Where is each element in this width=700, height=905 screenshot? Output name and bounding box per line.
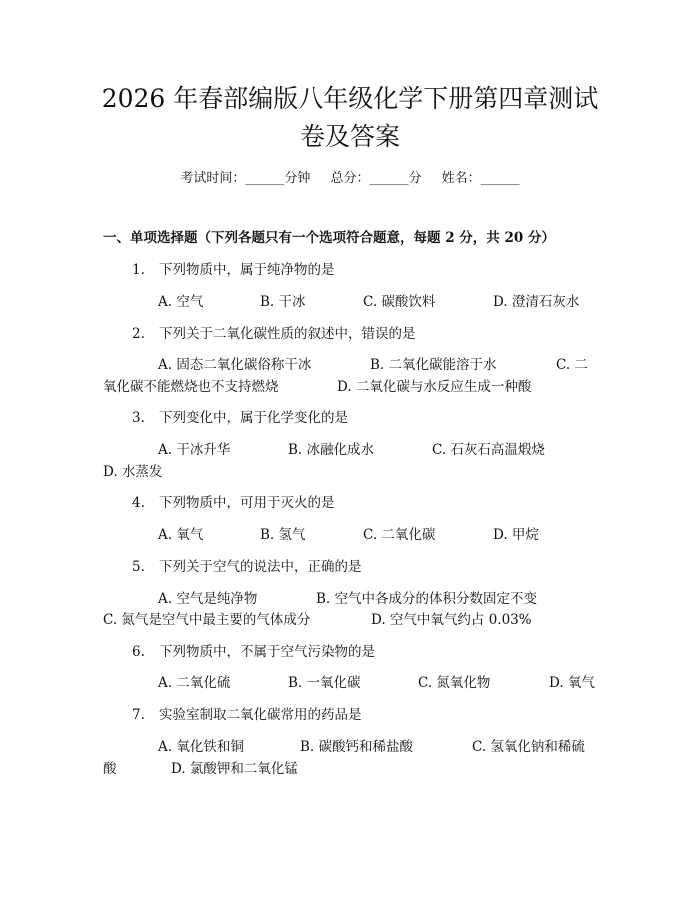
question-number: 3.: [132, 410, 145, 426]
option-d: D. 澄清石灰水: [493, 294, 580, 310]
option-c-start: C. 二: [556, 357, 588, 373]
option-c-start: C. 氢氧化钠和稀硫: [472, 739, 585, 755]
option-a: A. 氧气: [158, 527, 204, 543]
question-number: 4.: [132, 495, 145, 511]
title-line-1: 2026 年春部编版八年级化学下册第四章测试: [101, 84, 599, 113]
option-c: C. 氮氧化物: [418, 675, 491, 691]
question-stem: 下列物质中，可用于灭火的是: [159, 495, 335, 511]
exam-time: 考试时间：______分钟: [180, 171, 311, 186]
question-stem: 下列变化中，属于化学变化的是: [159, 410, 348, 426]
option-c: C. 氮气是空气中最主要的气体成分: [103, 612, 311, 628]
option-c: C. 二氧化碳: [363, 527, 436, 543]
option-a: A. 固态二氧化碳俗称干冰: [158, 357, 312, 373]
student-name: 姓名：______: [441, 171, 520, 186]
option-a: A. 空气是纯净物: [158, 591, 258, 607]
question-stem: 下列关于二氧化碳性质的叙述中，错误的是: [159, 326, 416, 342]
option-c-cont: 酸: [103, 761, 117, 777]
option-b: B. 干冰: [260, 294, 306, 310]
question-stem: 下列物质中，不属于空气污染物的是: [159, 644, 375, 660]
question-stem: 下列物质中，属于纯净物的是: [159, 262, 335, 278]
question-number: 6.: [132, 644, 145, 660]
option-a: A. 氧化铁和铜: [158, 739, 244, 755]
question-number: 2.: [132, 326, 145, 342]
question-5: [132, 557, 362, 577]
question-6: [132, 642, 375, 662]
question-stem: 实验室制取二氧化碳常用的药品是: [159, 707, 362, 723]
option-b: B. 空气中各成分的体积分数固定不变: [316, 591, 538, 607]
question-number: 5.: [132, 559, 145, 575]
option-a: A. 二氧化硫: [158, 675, 231, 691]
question-7: [132, 705, 362, 725]
title-line-2: 卷及答案: [299, 122, 400, 151]
option-c-cont: 氧化碳不能燃烧也不支持燃烧: [103, 379, 279, 395]
option-c: C. 石灰石高温煅烧: [432, 442, 545, 458]
question-1: [132, 260, 335, 280]
option-a: A. 空气: [158, 294, 204, 310]
option-c: C. 碳酸饮料: [363, 294, 436, 310]
total-score: 总分：______分: [330, 171, 422, 186]
option-b: B. 氢气: [260, 527, 306, 543]
option-d: D. 氧气: [549, 675, 595, 691]
question-3: [132, 408, 348, 428]
question-number: 1.: [132, 262, 145, 278]
option-b: B. 冰融化成水: [288, 442, 375, 458]
section-heading: 一、单项选择题（下列各题只有一个选项符合题意，每题 2 分，共 20 分）: [103, 230, 555, 246]
exam-meta: [0, 170, 700, 188]
option-d: D. 甲烷: [493, 527, 539, 543]
document-title: [60, 80, 640, 156]
option-b: B. 一氧化碳: [288, 675, 361, 691]
question-4: [132, 493, 335, 513]
option-b: B. 二氧化碳能溶于水: [370, 357, 497, 373]
question-number: 7.: [132, 707, 145, 723]
option-a: A. 干冰升华: [158, 442, 231, 458]
option-b: B. 碳酸钙和稀盐酸: [300, 739, 414, 755]
question-stem: 下列关于空气的说法中，正确的是: [159, 559, 362, 575]
option-d: D. 二氧化碳与水反应生成一种酸: [337, 379, 532, 395]
option-d: D. 氯酸钾和二氧化锰: [171, 761, 298, 777]
question-2: [132, 324, 416, 344]
option-d: D. 空气中氧气约占 0.03%: [371, 612, 532, 628]
option-d: D. 水蒸发: [103, 464, 163, 480]
